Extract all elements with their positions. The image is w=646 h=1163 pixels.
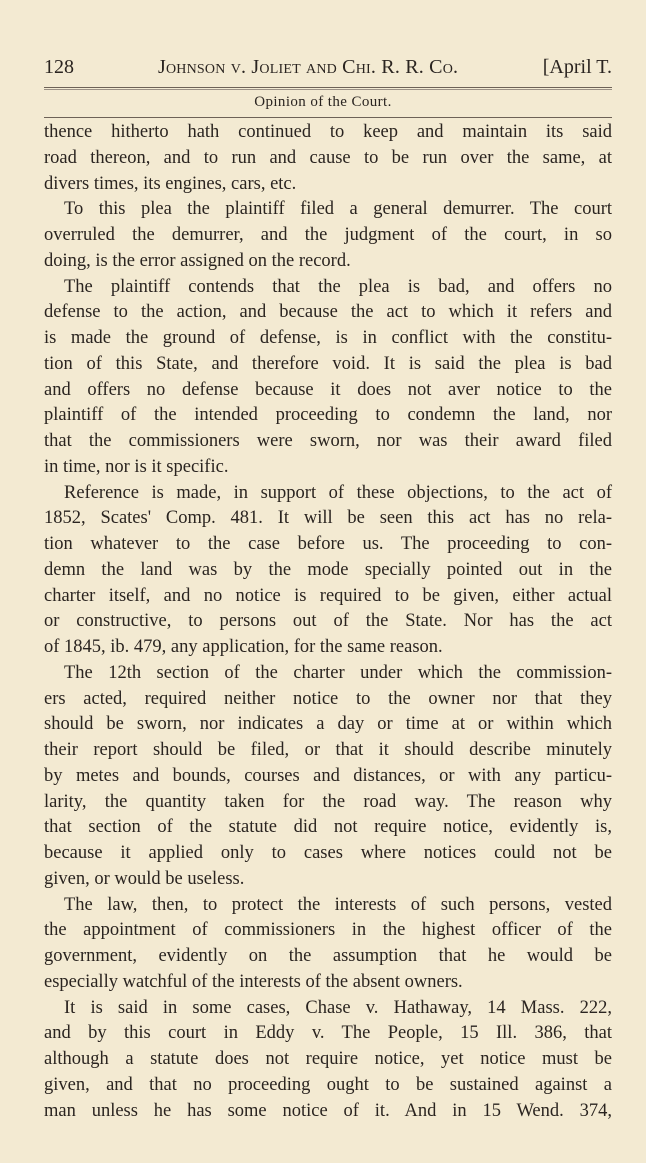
text-line: ers acted, required neither notice to the owner nor that they <box>44 688 612 709</box>
text-line: their report should be filed, or that it should describe minutely <box>44 740 612 760</box>
text-line: given, and that no proceeding ought to be sustained against a <box>44 1074 612 1095</box>
text-line: divers times, its engines, cars, etc. <box>44 173 297 194</box>
text-line: 1852, Scates' Comp. 481. It will be seen this act has no rela- <box>44 508 612 529</box>
text-line: because it applied only to cases where notices could not be <box>44 843 612 863</box>
text-line: demn the land was by the mode specially pointed out in the <box>44 559 612 580</box>
running-head <box>44 52 612 82</box>
text-line: especially watchful of the interests of the absent owners. <box>44 971 463 992</box>
text-line: given, or would be useless. <box>44 868 245 889</box>
text-line: road thereon, and to run and cause to be run over the same, at <box>44 147 612 168</box>
text-line: tion of this State, and therefore void. It is said the plea is bad <box>44 353 612 374</box>
text-line: should be sworn, nor indicates a day or time at or within which <box>44 714 612 735</box>
text-line: the appointment of commissioners in the highest officer of the <box>44 920 612 941</box>
text-line: larity, the quantity taken for the road way. The reason why <box>44 791 612 812</box>
text-line: doing, is the error assigned on the record. <box>44 250 351 271</box>
text-line: that the commissioners were sworn, nor was their award filed <box>44 431 612 451</box>
text-line: thence hitherto hath continued to keep and maintain its said <box>44 122 612 142</box>
text-line: and by this court in Eddy v. The People, 15 Ill. 386, that <box>44 1023 612 1044</box>
section-rule <box>44 117 612 118</box>
text-line: defense to the action, and because the act to which it refers and <box>44 302 612 323</box>
text-line: government, evidently on the assumption that he would be <box>44 946 612 966</box>
page-number: 128 <box>44 56 74 78</box>
text-line: Reference is made, in support of these objections, to the act of <box>64 482 612 503</box>
header-rule <box>44 87 612 88</box>
text-line: that section of the statute did not require notice, evidently is, <box>44 817 612 838</box>
text-line: of 1845, ib. 479, any application, for the same reason. <box>44 637 443 657</box>
text-line: tion whatever to the case before us. The proceeding to con- <box>44 534 612 554</box>
section-label: Opinion of the Court. <box>254 94 392 110</box>
text-line: To this plea the plaintiff filed a general demurrer. The court <box>64 199 612 220</box>
text-line: by metes and bounds, courses and distances, or with any particu- <box>44 765 612 786</box>
text-line: and offers no defense because it does not aver notice to the <box>44 379 612 400</box>
text-line: is made the ground of defense, is in conflict with the constitu- <box>44 328 612 348</box>
text-line: plaintiff of the intended proceeding to condemn the land, nor <box>44 405 612 426</box>
text-line: overruled the demurrer, and the judgment of the court, in so <box>44 225 612 245</box>
text-line: in time, nor is it specific. <box>44 456 229 477</box>
text-line: The law, then, to protect the interests of such persons, vested <box>64 894 612 915</box>
text-line: The plaintiff contends that the plea is bad, and offers no <box>64 276 612 297</box>
opinion-text <box>44 120 612 1124</box>
text-line: charter itself, and no notice is required to be given, either actual <box>44 585 612 606</box>
text-line: It is said in some cases, Chase v. Hathaway, 14 Mass. 222, <box>64 997 612 1018</box>
text-line: although a statute does not require notice, yet notice must be <box>44 1049 612 1069</box>
text-line: The 12th section of the charter under which the commission- <box>64 662 612 683</box>
term-label: [April T. <box>542 56 612 78</box>
text-line: or constructive, to persons out of the State. Nor has the act <box>44 611 612 632</box>
case-title: Johnson v. Joliet and Chi. R. R. Co. <box>158 56 459 78</box>
text-line: man unless he has some notice of it. And in 15 Wend. 374, <box>44 1100 612 1121</box>
